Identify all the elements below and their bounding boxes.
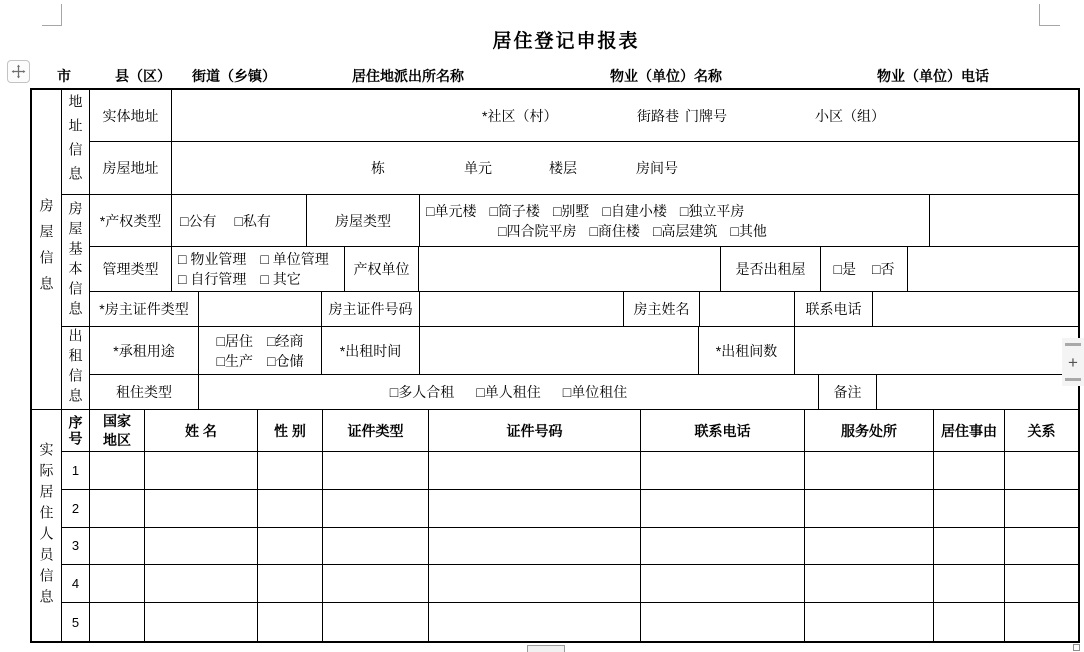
lease-rooms-label: *出租间数 bbox=[699, 327, 795, 374]
address-group bbox=[62, 90, 1078, 195]
lease-time-label: *出租时间 bbox=[322, 327, 420, 374]
label-property-phone: 物业（单位）电话 bbox=[877, 68, 989, 84]
note-label: 备注 bbox=[819, 375, 877, 409]
label-police-station: 居住地派出所名称 bbox=[352, 68, 464, 84]
resident-cell[interactable] bbox=[323, 452, 429, 490]
checkbox-rented-yes[interactable]: □是 bbox=[833, 261, 856, 277]
checkbox-property-mgmt[interactable]: □ 物业管理 bbox=[178, 251, 247, 267]
section-house-info-label: 房屋信息 bbox=[38, 197, 55, 302]
col-header-cert-no: 证件号码 bbox=[429, 410, 641, 452]
resident-cell[interactable] bbox=[258, 603, 323, 641]
resident-cell[interactable] bbox=[258, 452, 323, 490]
section-residents bbox=[32, 410, 62, 641]
rented-options bbox=[821, 247, 908, 291]
section-address-info bbox=[62, 90, 90, 194]
resident-cell[interactable] bbox=[1005, 452, 1078, 490]
resident-cell[interactable] bbox=[1005, 490, 1078, 528]
house-type-label: 房屋类型 bbox=[307, 195, 420, 246]
label-city: 市 bbox=[57, 68, 71, 84]
resident-cell[interactable] bbox=[641, 565, 805, 603]
checkbox-unit-rent[interactable]: □单位租住 bbox=[562, 384, 628, 400]
resident-cell[interactable] bbox=[641, 452, 805, 490]
house-type-options bbox=[420, 195, 930, 246]
resident-cell[interactable] bbox=[90, 528, 145, 566]
field-label-floor: 楼层 bbox=[549, 160, 577, 176]
resident-cell[interactable] bbox=[429, 565, 641, 603]
checkbox-unit-building[interactable]: □单元楼 bbox=[426, 202, 477, 219]
resident-cell[interactable] bbox=[641, 490, 805, 528]
owner-cert-type-label: *房主证件类型 bbox=[90, 292, 199, 326]
management-label: 管理类型 bbox=[90, 247, 172, 291]
checkbox-villa[interactable]: □别墅 bbox=[552, 202, 590, 219]
rental-group bbox=[62, 327, 1078, 409]
management-row bbox=[90, 247, 1078, 292]
entity-address-field[interactable] bbox=[172, 90, 1078, 141]
col-header-cert-type: 证件类型 bbox=[323, 410, 429, 452]
resident-cell[interactable] bbox=[323, 490, 429, 528]
label-county: 县（区） bbox=[115, 68, 171, 84]
resident-cell[interactable] bbox=[258, 490, 323, 528]
checkbox-storage-use[interactable]: □仓储 bbox=[267, 352, 304, 369]
checkbox-private[interactable]: □私有 bbox=[234, 212, 271, 229]
resident-cell[interactable] bbox=[1005, 528, 1078, 566]
resident-cell[interactable] bbox=[934, 490, 1005, 528]
lease-use-row bbox=[90, 327, 1078, 375]
checkbox-public[interactable]: □公有 bbox=[180, 212, 217, 229]
resident-cell[interactable] bbox=[145, 452, 258, 490]
lease-use-label: *承租用途 bbox=[90, 327, 199, 374]
col-header-phone: 联系电话 bbox=[641, 410, 805, 452]
registration-form-table bbox=[30, 88, 1080, 643]
resident-cell[interactable] bbox=[934, 565, 1005, 603]
residents-band bbox=[32, 410, 1078, 641]
checkbox-production-use[interactable]: □生产 bbox=[216, 352, 253, 369]
section-house-info bbox=[32, 90, 62, 409]
property-type-label: *产权类型 bbox=[90, 195, 172, 246]
section-residents-label: 实际居住人员信息 bbox=[38, 441, 55, 610]
table-resize-handle[interactable] bbox=[1073, 644, 1080, 651]
lease-type-row bbox=[90, 375, 1078, 409]
row-number: 4 bbox=[62, 565, 90, 603]
lease-type-label: 租住类型 bbox=[90, 375, 199, 409]
owner-phone-label: 联系电话 bbox=[795, 292, 873, 326]
resident-cell[interactable] bbox=[323, 528, 429, 566]
resident-cell[interactable] bbox=[1005, 603, 1078, 641]
lease-time-input[interactable] bbox=[420, 327, 699, 374]
section-rental-info-label: 出租信息 bbox=[67, 328, 84, 408]
checkbox-rented-no[interactable]: □否 bbox=[872, 261, 895, 277]
checkbox-single-rent[interactable]: □单人租住 bbox=[476, 384, 541, 400]
resident-cell[interactable] bbox=[323, 565, 429, 603]
lease-rooms-input[interactable] bbox=[795, 327, 1078, 374]
field-label-room-number: 房间号 bbox=[636, 160, 678, 176]
resident-cell[interactable] bbox=[1005, 565, 1078, 603]
field-label-building: 栋 bbox=[371, 160, 385, 176]
residents-table bbox=[62, 410, 1078, 641]
management-options bbox=[172, 247, 345, 291]
property-type-extra-cell[interactable] bbox=[930, 195, 1078, 246]
page-side-widget[interactable] bbox=[1062, 338, 1084, 386]
checkbox-business-use[interactable]: □经商 bbox=[267, 332, 304, 349]
table-move-handle[interactable] bbox=[7, 60, 30, 83]
owner-name-label: 房主姓名 bbox=[624, 292, 700, 326]
side-widget-dash-top bbox=[1065, 343, 1081, 346]
rental-rows bbox=[90, 327, 1078, 409]
move-icon bbox=[11, 64, 26, 79]
field-label-unit: 单元 bbox=[464, 160, 492, 176]
col-header-relation: 关系 bbox=[1005, 410, 1078, 452]
resident-cell[interactable] bbox=[429, 452, 641, 490]
owner-cert-row bbox=[90, 292, 1078, 326]
checkbox-other-mgmt[interactable]: □ 其它 bbox=[260, 271, 301, 287]
checkbox-highrise[interactable]: □高层建筑 bbox=[652, 222, 718, 239]
section-rental-info bbox=[62, 327, 90, 409]
col-header-country: 国家地区 bbox=[90, 410, 145, 452]
house-address-field[interactable] bbox=[172, 142, 1078, 194]
section-house-basic bbox=[62, 195, 90, 326]
resident-cell[interactable] bbox=[805, 603, 934, 641]
col-header-seq: 序号 bbox=[62, 410, 90, 452]
resident-cell[interactable] bbox=[90, 603, 145, 641]
property-type-options bbox=[172, 195, 307, 246]
row-number: 3 bbox=[62, 528, 90, 566]
checkbox-self-built[interactable]: □自建小楼 bbox=[602, 202, 667, 219]
resident-cell[interactable] bbox=[934, 603, 1005, 641]
resident-cell[interactable] bbox=[323, 603, 429, 641]
address-rows bbox=[90, 90, 1078, 194]
checkbox-self-mgmt[interactable]: □ 自行管理 bbox=[178, 271, 247, 287]
col-header-name: 姓 名 bbox=[145, 410, 258, 452]
house-basic-rows bbox=[90, 195, 1078, 326]
plus-icon[interactable]: + bbox=[1068, 352, 1078, 372]
field-label-community: *社区（村） bbox=[482, 107, 558, 124]
resident-cell[interactable] bbox=[145, 603, 258, 641]
field-label-street-lane: 街路巷 bbox=[637, 107, 679, 124]
entity-address-row bbox=[90, 90, 1078, 142]
resident-cell[interactable] bbox=[145, 528, 258, 566]
resident-cell[interactable] bbox=[429, 603, 641, 641]
label-property-name: 物业（单位）名称 bbox=[610, 68, 722, 84]
row-number: 5 bbox=[62, 603, 90, 641]
resident-cell[interactable] bbox=[641, 528, 805, 566]
resident-cell[interactable] bbox=[90, 452, 145, 490]
resident-cell[interactable] bbox=[258, 528, 323, 566]
resident-cell[interactable] bbox=[934, 528, 1005, 566]
resident-cell[interactable] bbox=[805, 528, 934, 566]
checkbox-courtyard[interactable]: □四合院平房 bbox=[498, 222, 577, 239]
entity-address-label: 实体地址 bbox=[90, 90, 172, 141]
rented-label: 是否出租屋 bbox=[721, 247, 821, 291]
owner-unit-input[interactable] bbox=[419, 247, 721, 291]
label-street-town: 街道（乡镇） bbox=[192, 68, 276, 84]
house-info-main bbox=[62, 90, 1078, 409]
lease-use-options bbox=[199, 327, 322, 374]
rented-extra-cell[interactable] bbox=[908, 247, 1078, 291]
owner-name-input[interactable] bbox=[700, 292, 795, 326]
house-address-row bbox=[90, 142, 1078, 194]
col-header-gender: 性 别 bbox=[258, 410, 323, 452]
field-label-subdistrict: 小区（组） bbox=[815, 107, 885, 124]
row-number: 2 bbox=[62, 490, 90, 528]
resident-cell[interactable] bbox=[934, 452, 1005, 490]
house-basic-group bbox=[62, 195, 1078, 327]
checkbox-tube-building[interactable]: □筒子楼 bbox=[489, 202, 540, 219]
owner-cert-no-label: 房主证件号码 bbox=[322, 292, 420, 326]
row-number: 1 bbox=[62, 452, 90, 490]
lease-type-options bbox=[199, 375, 819, 409]
col-header-reason: 居住事由 bbox=[934, 410, 1005, 452]
resident-cell[interactable] bbox=[145, 565, 258, 603]
resident-cell[interactable] bbox=[145, 490, 258, 528]
checkbox-shared-rent[interactable]: □多人合租 bbox=[389, 384, 455, 400]
side-widget-dash-bottom bbox=[1065, 378, 1081, 381]
resident-cell[interactable] bbox=[429, 490, 641, 528]
house-address-label: 房屋地址 bbox=[90, 142, 172, 194]
checkbox-residence-use[interactable]: □居住 bbox=[216, 332, 253, 349]
owner-cert-type-input[interactable] bbox=[199, 292, 322, 326]
note-input[interactable] bbox=[877, 375, 1078, 409]
page-title: 居住登记申报表 bbox=[492, 31, 640, 52]
horizontal-scroll-thumb[interactable] bbox=[527, 645, 565, 652]
resident-cell[interactable] bbox=[258, 565, 323, 603]
col-header-workplace: 服务处所 bbox=[805, 410, 934, 452]
resident-cell[interactable] bbox=[90, 490, 145, 528]
checkbox-unit-mgmt[interactable]: □ 单位管理 bbox=[260, 251, 329, 267]
section-house-basic-label: 房屋基本信息 bbox=[67, 200, 84, 321]
page-margin-mark-topleft bbox=[42, 4, 62, 26]
resident-cell[interactable] bbox=[429, 528, 641, 566]
house-info-band bbox=[32, 90, 1078, 410]
resident-cell[interactable] bbox=[805, 565, 934, 603]
checkbox-other-house[interactable]: □其他 bbox=[730, 222, 767, 239]
owner-cert-no-input[interactable] bbox=[420, 292, 624, 326]
field-label-house-number: 门牌号 bbox=[685, 107, 727, 124]
checkbox-commercial-residential[interactable]: □商住楼 bbox=[589, 222, 640, 239]
section-address-info-label: 地址信息 bbox=[67, 94, 84, 190]
page-margin-mark-topright bbox=[1039, 4, 1060, 26]
owner-phone-input[interactable] bbox=[873, 292, 1078, 326]
resident-cell[interactable] bbox=[805, 490, 934, 528]
property-type-row bbox=[90, 195, 1078, 247]
owner-unit-label: 产权单位 bbox=[345, 247, 419, 291]
resident-cell[interactable] bbox=[641, 603, 805, 641]
resident-cell[interactable] bbox=[90, 565, 145, 603]
resident-cell[interactable] bbox=[805, 452, 934, 490]
checkbox-detached-bungalow[interactable]: □独立平房 bbox=[679, 202, 745, 219]
